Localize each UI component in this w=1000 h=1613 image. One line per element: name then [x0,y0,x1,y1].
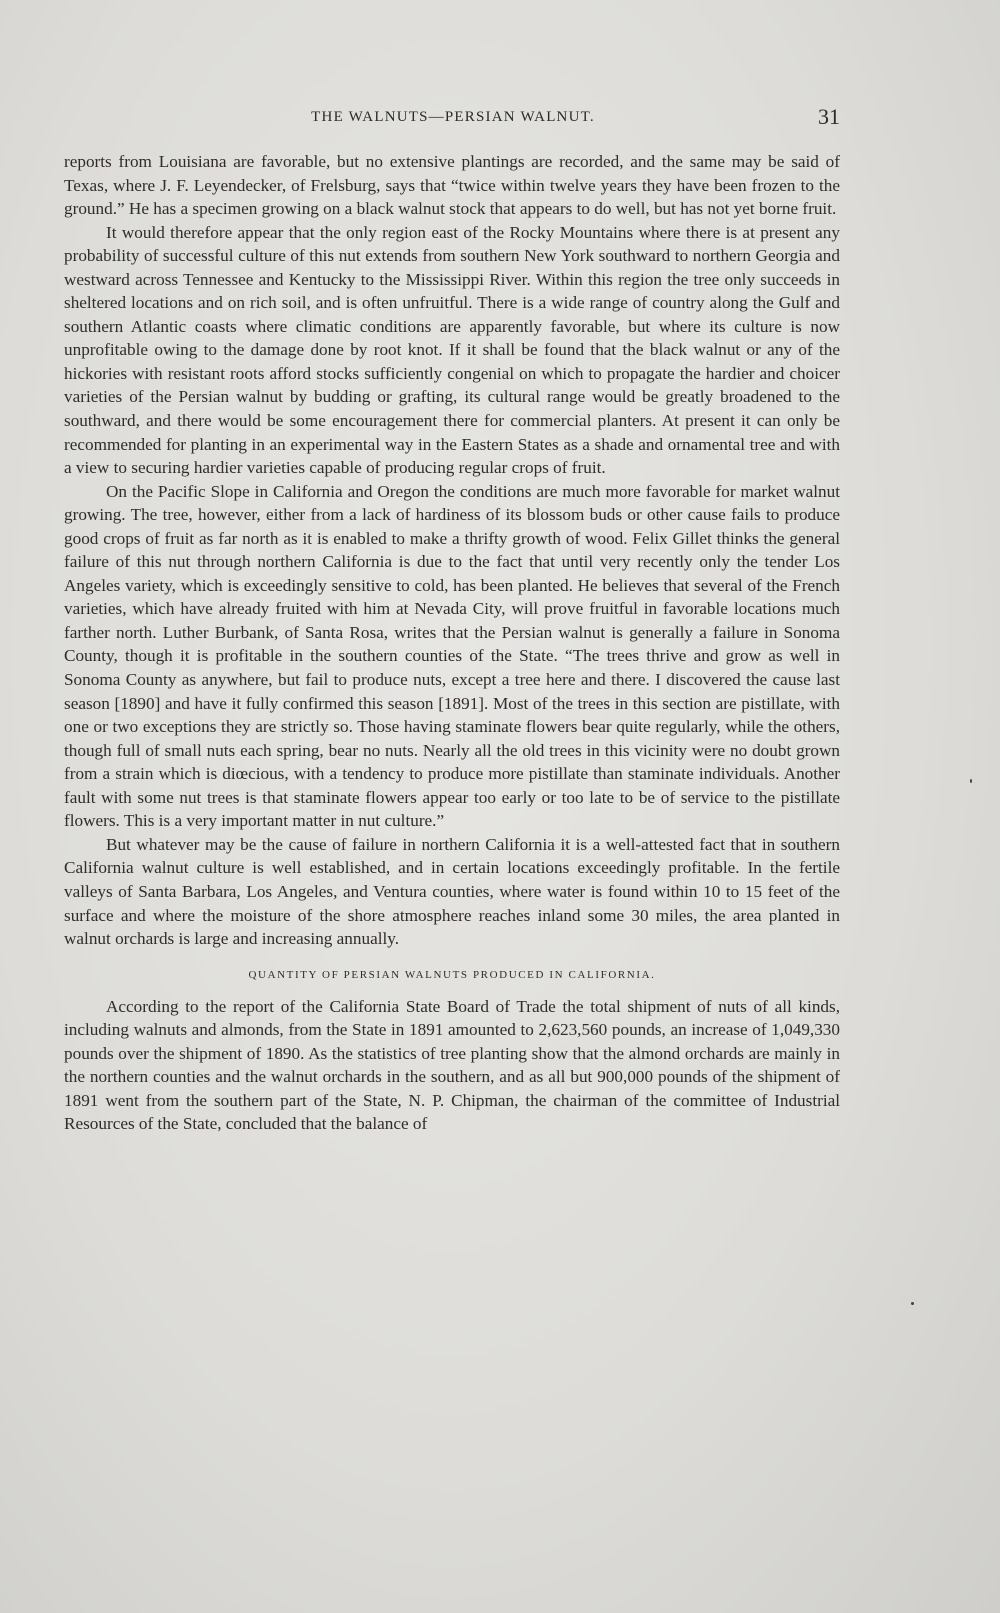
running-title: THE WALNUTS—PERSIAN WALNUT. [311,109,595,125]
paper-speck [911,1302,914,1305]
paragraph-eastern-region: It would therefore appear that the only region east of the Rocky Mountains where there is at present any probability of successful culture of this nut extends from southern New York southward to northern Georgia and westward across Tennessee and Kentucky to the Mississippi River. Within this region the tree only succeeds in sheltered locations and on rich soil, and is often unfruitful. There is a wide range of country along the Gulf and southern Atlantic coasts where climatic conditions are apparently favorable, but where its culture is now unprofitable owing to the damage done by root knot. If it shall be found that the black walnut or any of the hickories with resistant roots afford stocks sufficiently congenial on which to propagate the hardier and choicer varieties of the Persian walnut by budding or grafting, its cultural range would be greatly broadened to the southward, and there would be some encouragement there for commercial planters. At present it can only be recommended for planting in an experimental way in the Eastern States as a shade and ornamental tree and with a view to securing hardier varieties capable of producing regular crops of fruit. [64,222,840,478]
page-number: 31 [818,104,840,129]
paragraph-pacific-slope: On the Pacific Slope in California and Oregon the conditions are much more favorable for market walnut growing. The tree, however, either from a lack of hardiness of its blossom buds or other cause fails to produce good crops of fruit as far north as it is enabled to make a thrifty growth of wood. Felix Gillet thinks the general failure of this nut through northern California is due to the fact that until very recently only the tender Los Angeles variety, which is exceedingly sensitive to cold, has been planted. He believes that several of the French varieties, which have already fruited with him at Nevada City, will prove fruitful in favorable locations much farther north. Luther Burbank, of Santa Rosa, writes that the Persian walnut is generally a failure in Sonoma County, though it is profitable in the southern counties of the State. “The trees thrive and grow as well in Sonoma County as anywhere, but fail to produce nuts, except a tree here and there. I discovered the cause last season [1890] and have it fully confirmed this season [1891]. Most of the trees in this section are pistillate, with one or two exceptions they are strictly so. Those having staminate flowers bear quite regularly, while the others, though full of small nuts each spring, bear no nuts. Nearly all the old trees in this vicinity were no doubt grown from a strain which is diœcious, with a tendency to produce more pistillate than staminate individuals. Another fault with some nut trees is that staminate flowers appear too early or too late to be of service to the pistillate flowers. This is a very important matter in nut culture.” [64,481,840,831]
paragraph-state-board-report: According to the report of the California State Board of Trade the total shipment of nuts of all kinds, including walnuts and almonds, from the State in 1891 amounted to 2,623,560 pounds, an increase of 1,049,330 pounds over the shipment of 1890. As the statistics of tree planting show that the almond orchards are mainly in the northern counties and the walnut orchards in the southern, and as all but 900,000 pounds of the shipment of 1891 went from the southern part of the State, N. P. Chipman, the chairman of the committee of Industrial Resources of the State, concluded that the balance of [64,996,840,1134]
body-text [64,150,840,1136]
section-heading: QUANTITY OF PERSIAN WALNUTS PRODUCED IN CALIFORNIA. [248,968,656,981]
paragraph-continued: reports from Louisiana are favorable, but no extensive plantings are recorded, and the same may be said of Texas, where J. F. Leyendecker, of Frelsburg, says that “twice within twelve years they have been frozen to the ground.” He has a specimen growing on a black walnut stock that appears to do well, but has not yet borne fruit. [64,152,840,219]
running-header [66,104,840,134]
paragraph-southern-california: But whatever may be the cause of failure in northern California it is a well-attested fact that in southern California walnut culture is well established, and in certain locations exceedingly profitable. In the fertile valleys of Santa Barbara, Los Angeles, and Ventura counties, where water is found within 10 to 15 feet of the surface and where the moisture of the shore atmosphere reaches inland some 30 miles, the area planted in walnut orchards is large and increasing annually. [64,834,840,949]
paper-speck [970,779,972,783]
